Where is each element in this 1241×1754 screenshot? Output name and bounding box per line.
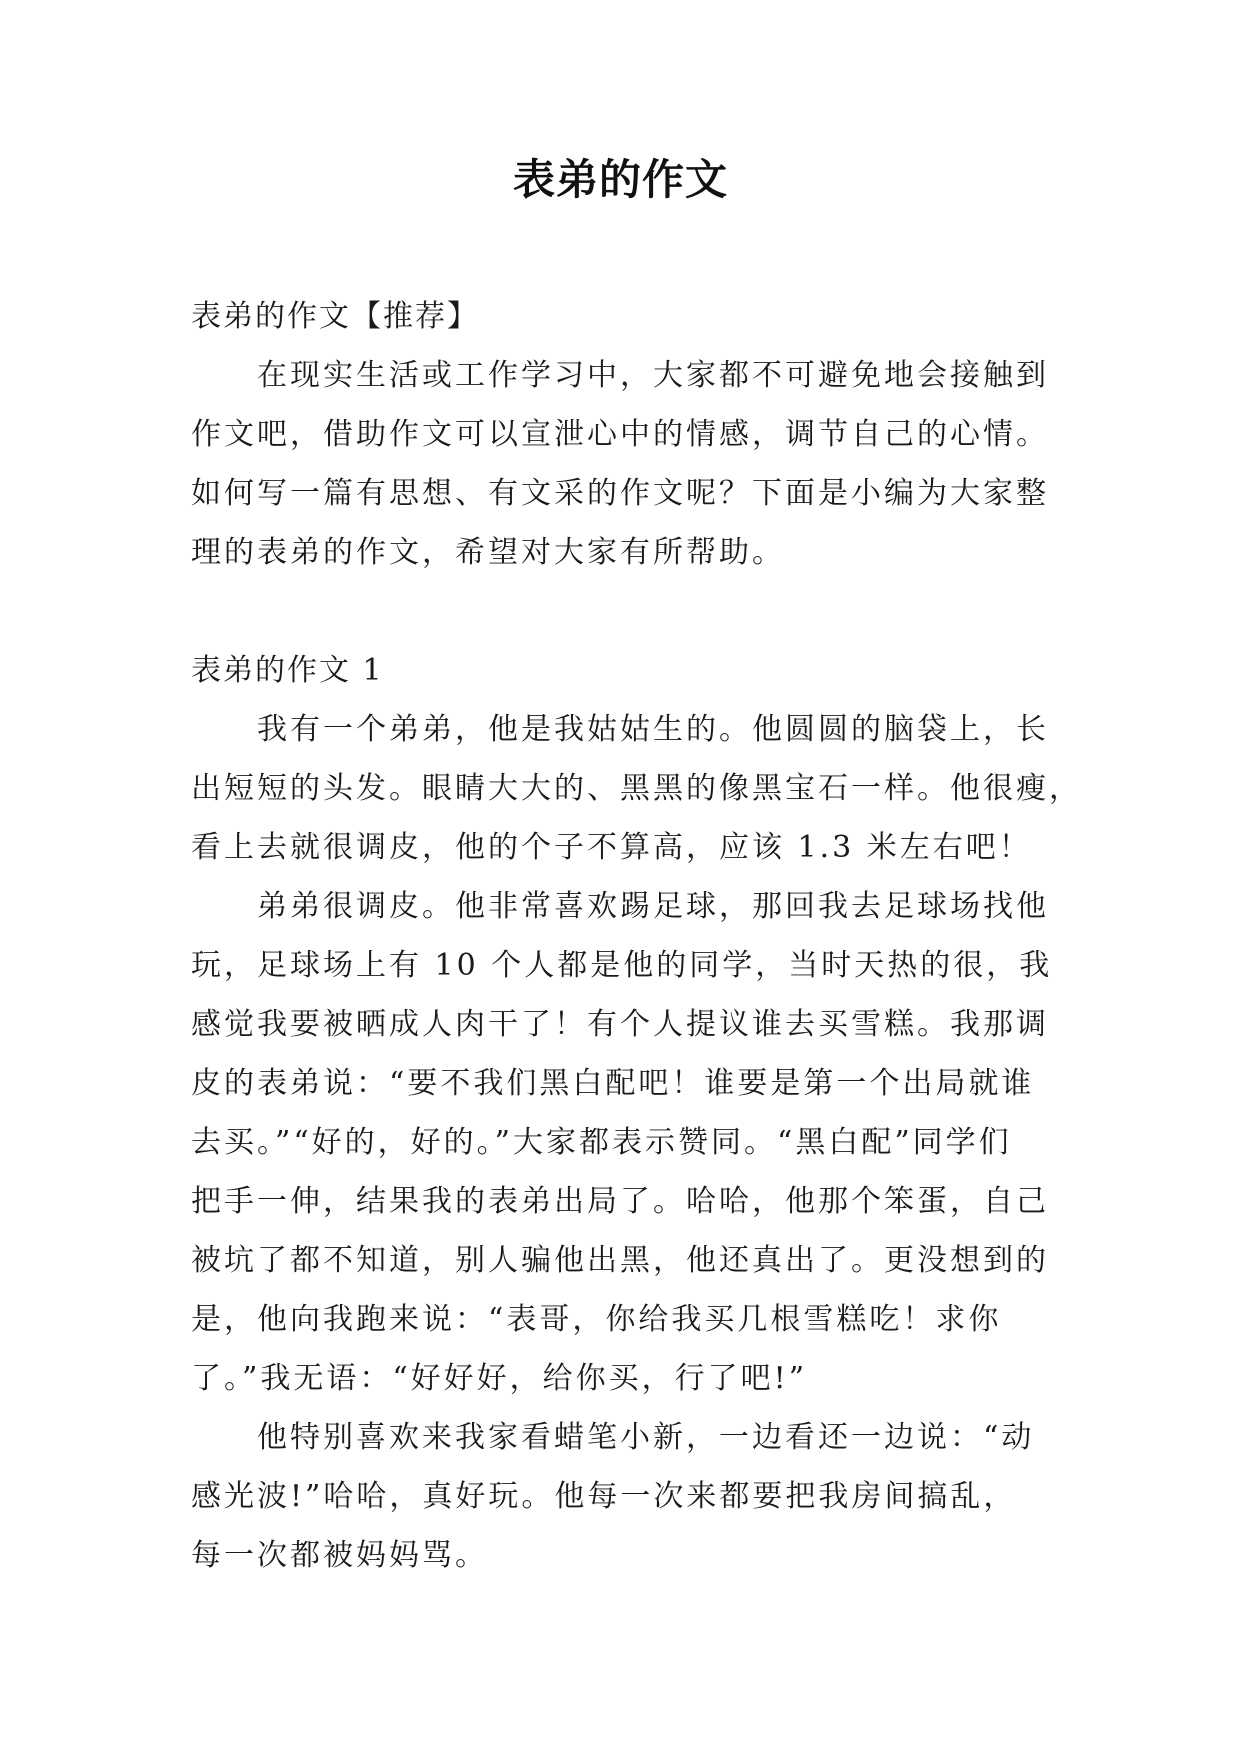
document-body	[191, 287, 1082, 1585]
paragraph-line: 看上去就很调皮，他的个子不算高，应该 1.3 米左右吧！	[191, 830, 1032, 865]
document-subtitle: 表弟的作文【推荐】	[191, 299, 479, 334]
paragraph-line: 皮的表弟说：“要不我们黑白配吧！谁要是第一个出局就谁	[191, 1066, 1035, 1101]
paragraph-line: 感觉我要被晒成人肉干了！有个人提议谁去买雪糕。我那调	[191, 1007, 1049, 1042]
paragraph-line: 每一次都被妈妈骂。	[191, 1538, 488, 1573]
paragraph-line: 是，他向我跑来说：“表哥，你给我买几根雪糕吃！求你	[191, 1302, 1002, 1337]
page-title: 表弟的作文	[512, 155, 728, 204]
paragraph-line: 他特别喜欢来我家看蜡笔小新，一边看还一边说：“动	[257, 1420, 1035, 1455]
paragraph-line: 玩，足球场上有 10 个人都是他的同学，当时天热的很，我	[191, 948, 1053, 983]
paragraph-1	[191, 700, 1082, 877]
section-spacer	[191, 582, 1061, 641]
paragraph-line: 作文吧，借助作文可以宣泄心中的情感，调节自己的心情。	[191, 417, 1049, 452]
section-heading: 表弟的作文 1	[191, 653, 384, 688]
paragraph-line: 我有一个弟弟，他是我姑姑生的。他圆圆的脑袋上，长	[257, 712, 1049, 747]
intro-paragraph	[191, 346, 1061, 582]
paragraph-line: 感光波!”哈哈，真好玩。他每一次来都要把我房间搞乱，	[191, 1479, 1017, 1514]
paragraph-line: 去买。”“好的，好的。”大家都表示赞同。“黑白配”同学们	[191, 1125, 1012, 1160]
paragraph-line: 出短短的头发。眼睛大大的、黑黑的像黑宝石一样。他很瘦，	[191, 771, 1082, 806]
paragraph-line: 在现实生活或工作学习中，大家都不可避免地会接触到	[257, 358, 1049, 393]
paragraph-line: 把手一伸，结果我的表弟出局了。哈哈，他那个笨蛋，自己	[191, 1184, 1049, 1219]
paragraph-3	[191, 1408, 1061, 1585]
paragraph-line: 被坑了都不知道，别人骗他出黑，他还真出了。更没想到的	[191, 1243, 1049, 1278]
paragraph-line: 理的表弟的作文，希望对大家有所帮助。	[191, 535, 785, 570]
paragraph-line: 如何写一篇有思想、有文采的作文呢？下面是小编为大家整	[191, 476, 1049, 511]
paragraph-2	[191, 877, 1061, 1408]
paragraph-line: 了。”我无语：“好好好，给你买，行了吧!”	[191, 1361, 808, 1396]
paragraph-line: 弟弟很调皮。他非常喜欢踢足球，那回我去足球场找他	[257, 889, 1049, 924]
